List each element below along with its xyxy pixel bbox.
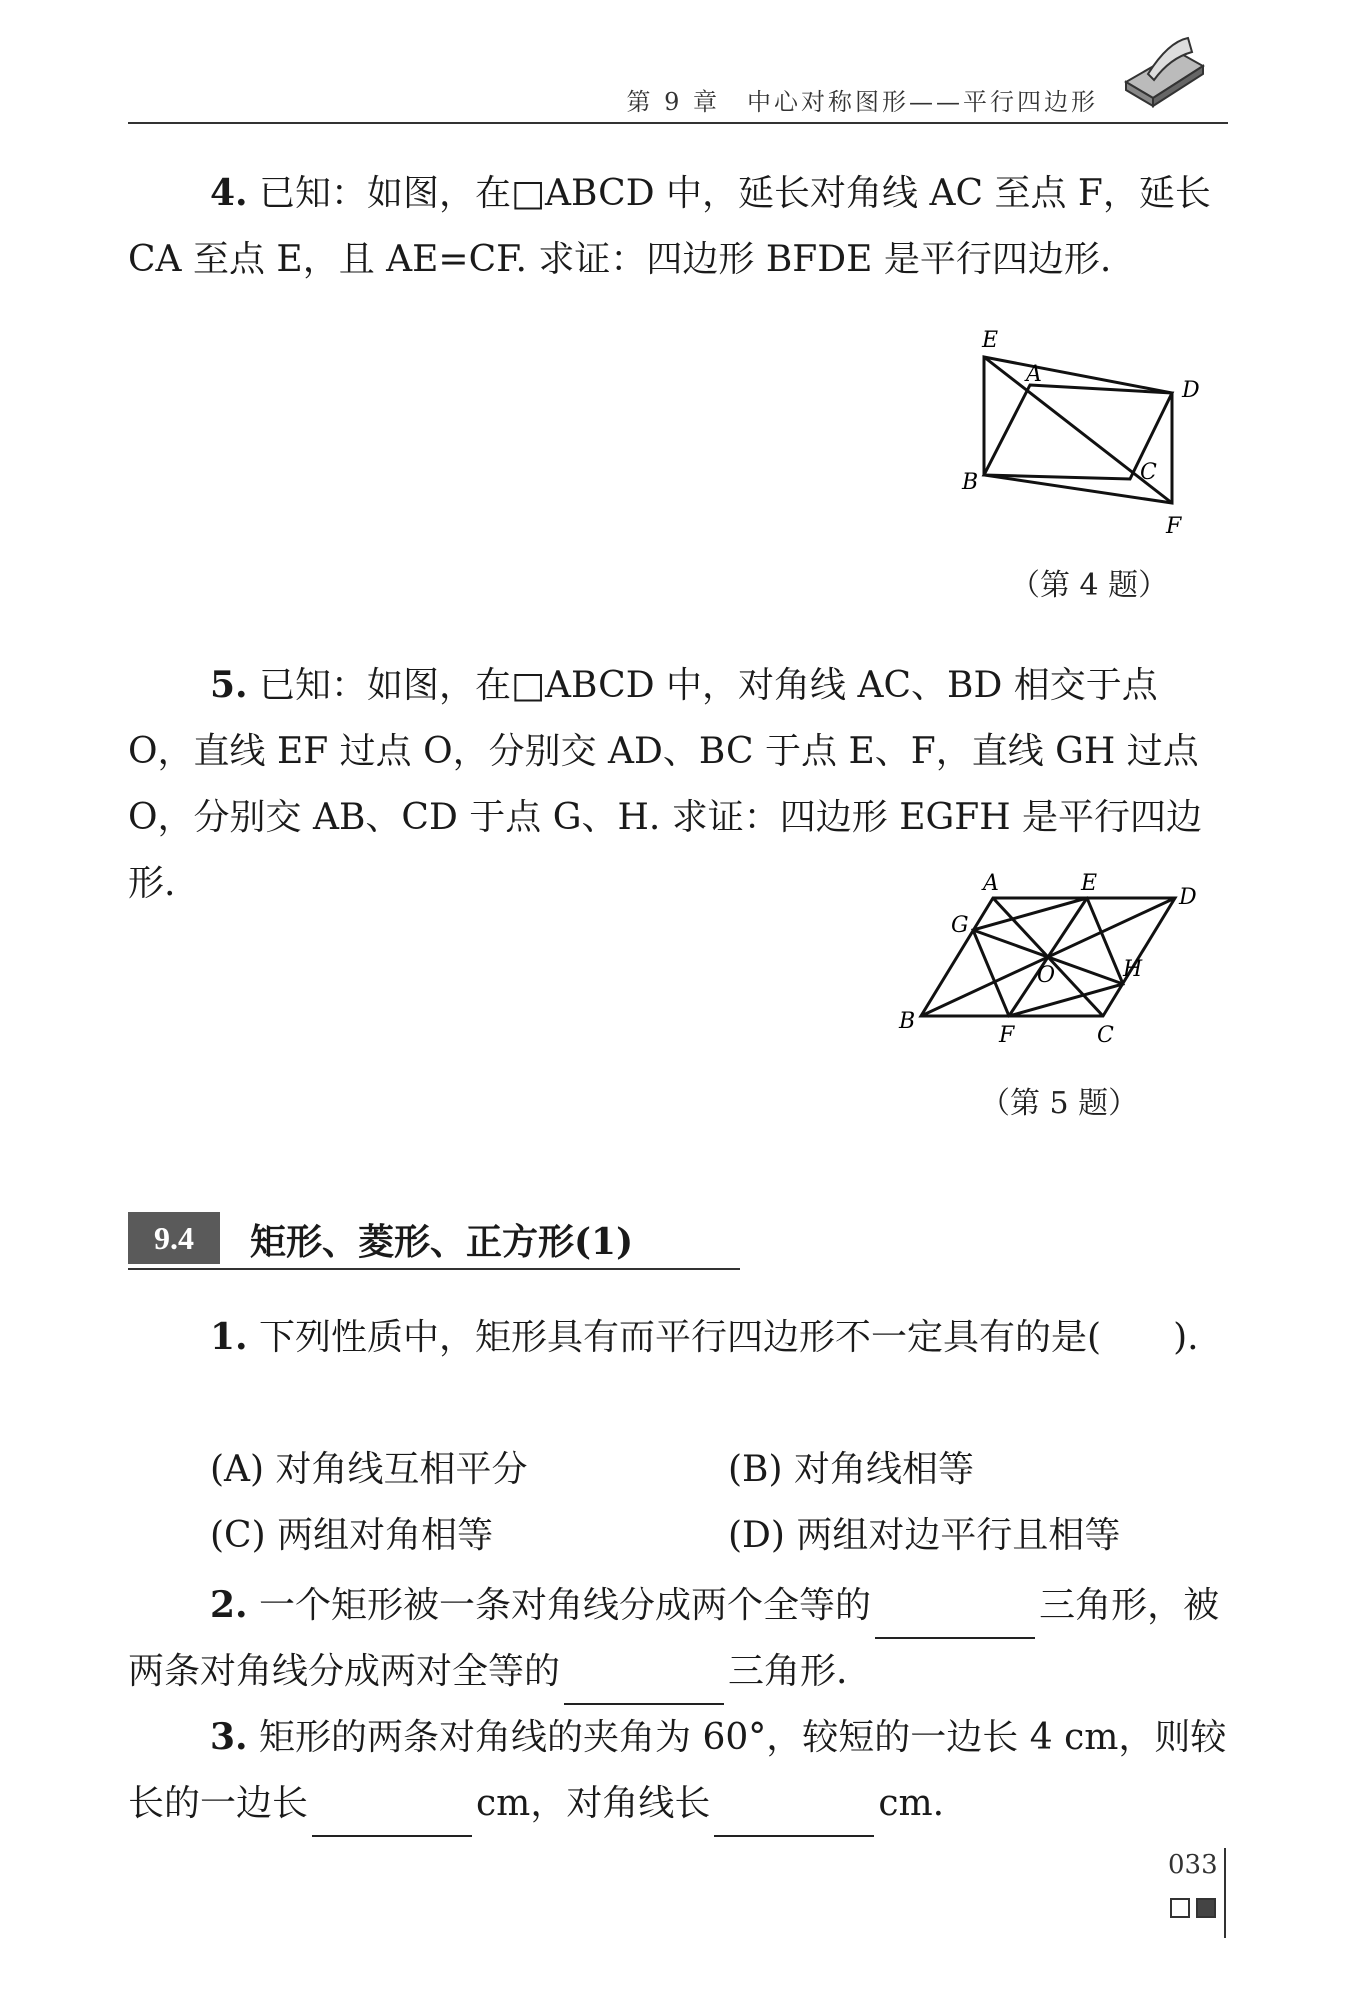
figure-5-caption: （第 5 题） bbox=[980, 1086, 1139, 1121]
label-c: C bbox=[1140, 460, 1157, 485]
page-number: 033 bbox=[1168, 1850, 1218, 1880]
question-1 bbox=[128, 1304, 1228, 1371]
label-e: E bbox=[1081, 871, 1098, 896]
answer-blank[interactable] bbox=[312, 1795, 472, 1837]
label-c: C bbox=[1097, 1023, 1114, 1048]
answer-blank[interactable] bbox=[714, 1795, 874, 1837]
question-3 bbox=[128, 1704, 1228, 1837]
problem-number: 5. bbox=[210, 664, 248, 706]
label-o: O bbox=[1037, 963, 1056, 988]
question-text-part2: cm，对角线长 bbox=[476, 1783, 711, 1824]
figure-4-caption: （第 4 题） bbox=[1010, 568, 1169, 603]
section-title: 矩形、菱形、正方形(1) bbox=[250, 1221, 634, 1263]
figure-4 bbox=[960, 325, 1220, 555]
problem-number: 4. bbox=[210, 172, 248, 214]
question-text-part3: 三角形. bbox=[728, 1651, 848, 1692]
page-rule bbox=[1224, 1848, 1226, 1938]
label-b: B bbox=[899, 1009, 916, 1034]
label-e: E bbox=[982, 328, 999, 353]
question-text-part2: 三角形，被两条对角线分成两对全等的 bbox=[128, 1585, 1220, 1692]
label-f: F bbox=[999, 1023, 1015, 1048]
section-heading bbox=[128, 1208, 740, 1270]
label-a: A bbox=[1026, 362, 1042, 387]
answer-blank[interactable] bbox=[875, 1597, 1035, 1639]
option-b: (B) 对角线相等 bbox=[728, 1449, 974, 1490]
question-number: 1. bbox=[210, 1316, 248, 1358]
option-c: (C) 两组对角相等 bbox=[210, 1515, 494, 1556]
label-d: D bbox=[1179, 885, 1197, 910]
square-filled-icon bbox=[1196, 1898, 1216, 1918]
problem-text: 已知：如图，在□ABCD 中，延长对角线 AC 至点 F，延长 CA 至点 E，且 AE=CF. 求证：四边形 BFDE 是平行四边形. bbox=[128, 173, 1211, 280]
question-text-part1: 矩形的两条对角线的夹角为 60°，较短的一边长 4 cm，则较长的一边长 bbox=[128, 1717, 1227, 1824]
page-header bbox=[128, 70, 1228, 124]
question-number: 3. bbox=[210, 1716, 248, 1758]
label-d: D bbox=[1182, 378, 1200, 403]
section-number: 9.4 bbox=[128, 1212, 220, 1264]
problem-4 bbox=[128, 160, 1228, 293]
book-icon bbox=[1118, 32, 1208, 112]
question-2 bbox=[128, 1572, 1228, 1705]
option-a: (A) 对角线互相平分 bbox=[210, 1449, 528, 1490]
question-text: 下列性质中，矩形具有而平行四边形不一定具有的是( ). bbox=[259, 1317, 1199, 1358]
label-b: B bbox=[962, 470, 979, 495]
chapter-title: 第 9 章 中心对称图形——平行四边形 bbox=[626, 88, 1098, 116]
problem-text: 已知：如图，在□ABCD 中，对角线 AC、BD 相交于点 O，直线 EF 过点 O，分别交 AD、BC 于点 E、F，直线 GH 过点 O，分别交 AB、CD 于点 G、H. 求证：四边形 EGFH 是平行四边形. bbox=[128, 665, 1203, 904]
question-text-part3: cm. bbox=[878, 1783, 945, 1824]
answer-blank[interactable] bbox=[564, 1663, 724, 1705]
label-h: H bbox=[1123, 957, 1143, 982]
question-text-part1: 一个矩形被一条对角线分成两个全等的 bbox=[259, 1585, 872, 1626]
label-a: A bbox=[983, 871, 999, 896]
square-outline-icon bbox=[1170, 1898, 1190, 1918]
option-d: (D) 两组对边平行且相等 bbox=[728, 1515, 1121, 1556]
label-g: G bbox=[951, 913, 969, 938]
figure-5 bbox=[895, 868, 1215, 1048]
label-f: F bbox=[1166, 514, 1182, 539]
question-number: 2. bbox=[210, 1584, 248, 1626]
